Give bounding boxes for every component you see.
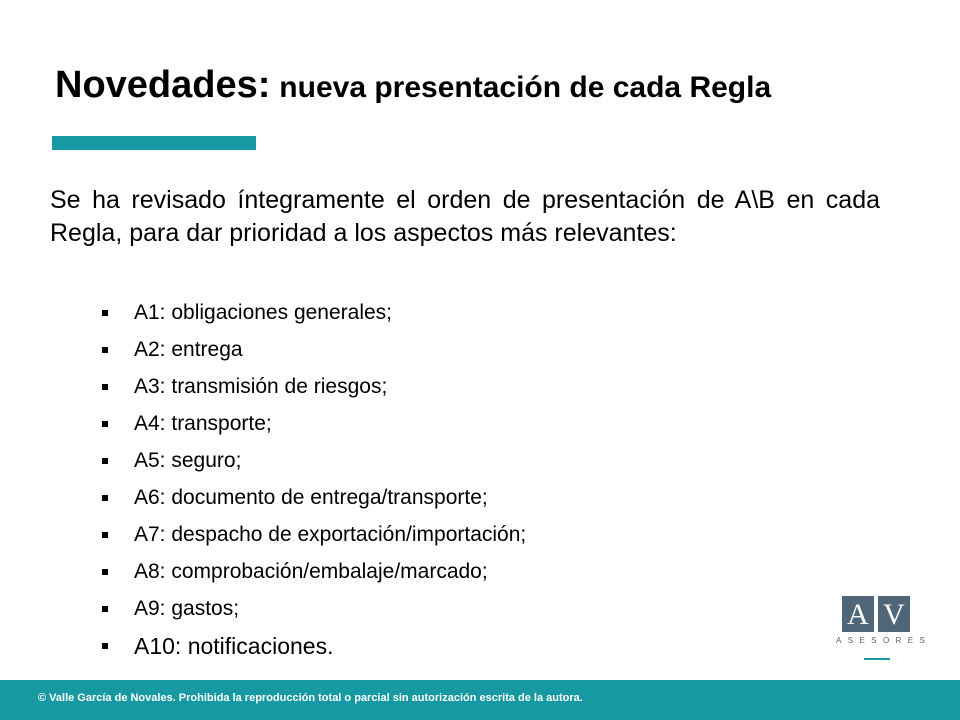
- square-bullet-icon: [102, 606, 108, 612]
- slide-title-main: Novedades:: [55, 64, 271, 106]
- square-bullet-icon: [102, 495, 108, 501]
- list-item-text: A5: seguro;: [134, 449, 242, 472]
- square-bullet-icon: [102, 532, 108, 538]
- slide-title: [55, 64, 935, 107]
- square-bullet-icon: [102, 310, 108, 316]
- slide-title-sub: nueva presentación de cada Regla: [279, 71, 772, 104]
- list-item-text: A9: gastos;: [134, 597, 240, 620]
- footer-copyright: © Valle García de Novales. Prohibida la reproducción total o parcial sin autorización escrita de la autora.: [38, 692, 583, 704]
- list-item: [100, 409, 526, 446]
- list-item: [100, 594, 526, 631]
- list-item: [100, 631, 526, 668]
- list-item-text: A8: comprobación/embalaje/marcado;: [134, 560, 488, 583]
- square-bullet-icon: [102, 569, 108, 575]
- av-asesores-logo: [830, 596, 930, 666]
- square-bullet-icon: [102, 347, 108, 353]
- square-bullet-icon: [102, 421, 108, 427]
- title-accent-bar: [52, 136, 256, 150]
- list-item: [100, 557, 526, 594]
- list-item: [100, 520, 526, 557]
- logo-caption: ASESORES: [836, 636, 932, 645]
- list-item: [100, 298, 526, 335]
- logo-letter-a: A: [842, 596, 874, 632]
- list-item-text: A2: entrega: [134, 338, 243, 361]
- logo-letter-v: V: [878, 596, 910, 632]
- logo-underline: [864, 658, 890, 660]
- square-bullet-icon: [102, 643, 108, 649]
- list-item-text: A3: transmisión de riesgos;: [134, 375, 388, 398]
- list-item: [100, 335, 526, 372]
- list-item-text: A4: transporte;: [134, 412, 272, 435]
- list-item-text: A1: obligaciones generales;: [134, 301, 393, 324]
- list-item-text: A7: despacho de exportación/importación;: [134, 523, 527, 546]
- list-item-text: A6: documento de entrega/transporte;: [134, 486, 488, 509]
- square-bullet-icon: [102, 384, 108, 390]
- footer-bar: [0, 680, 960, 720]
- intro-paragraph: Se ha revisado íntegramente el orden de presentación de A\B en cada Regla, para dar prioridad a los aspectos más relevantes:: [50, 186, 880, 247]
- list-item: [100, 446, 526, 483]
- square-bullet-icon: [102, 458, 108, 464]
- list-item: [100, 483, 526, 520]
- bullet-list: [100, 298, 526, 668]
- list-item-text: A10: notificaciones.: [134, 633, 334, 659]
- list-item: [100, 372, 526, 409]
